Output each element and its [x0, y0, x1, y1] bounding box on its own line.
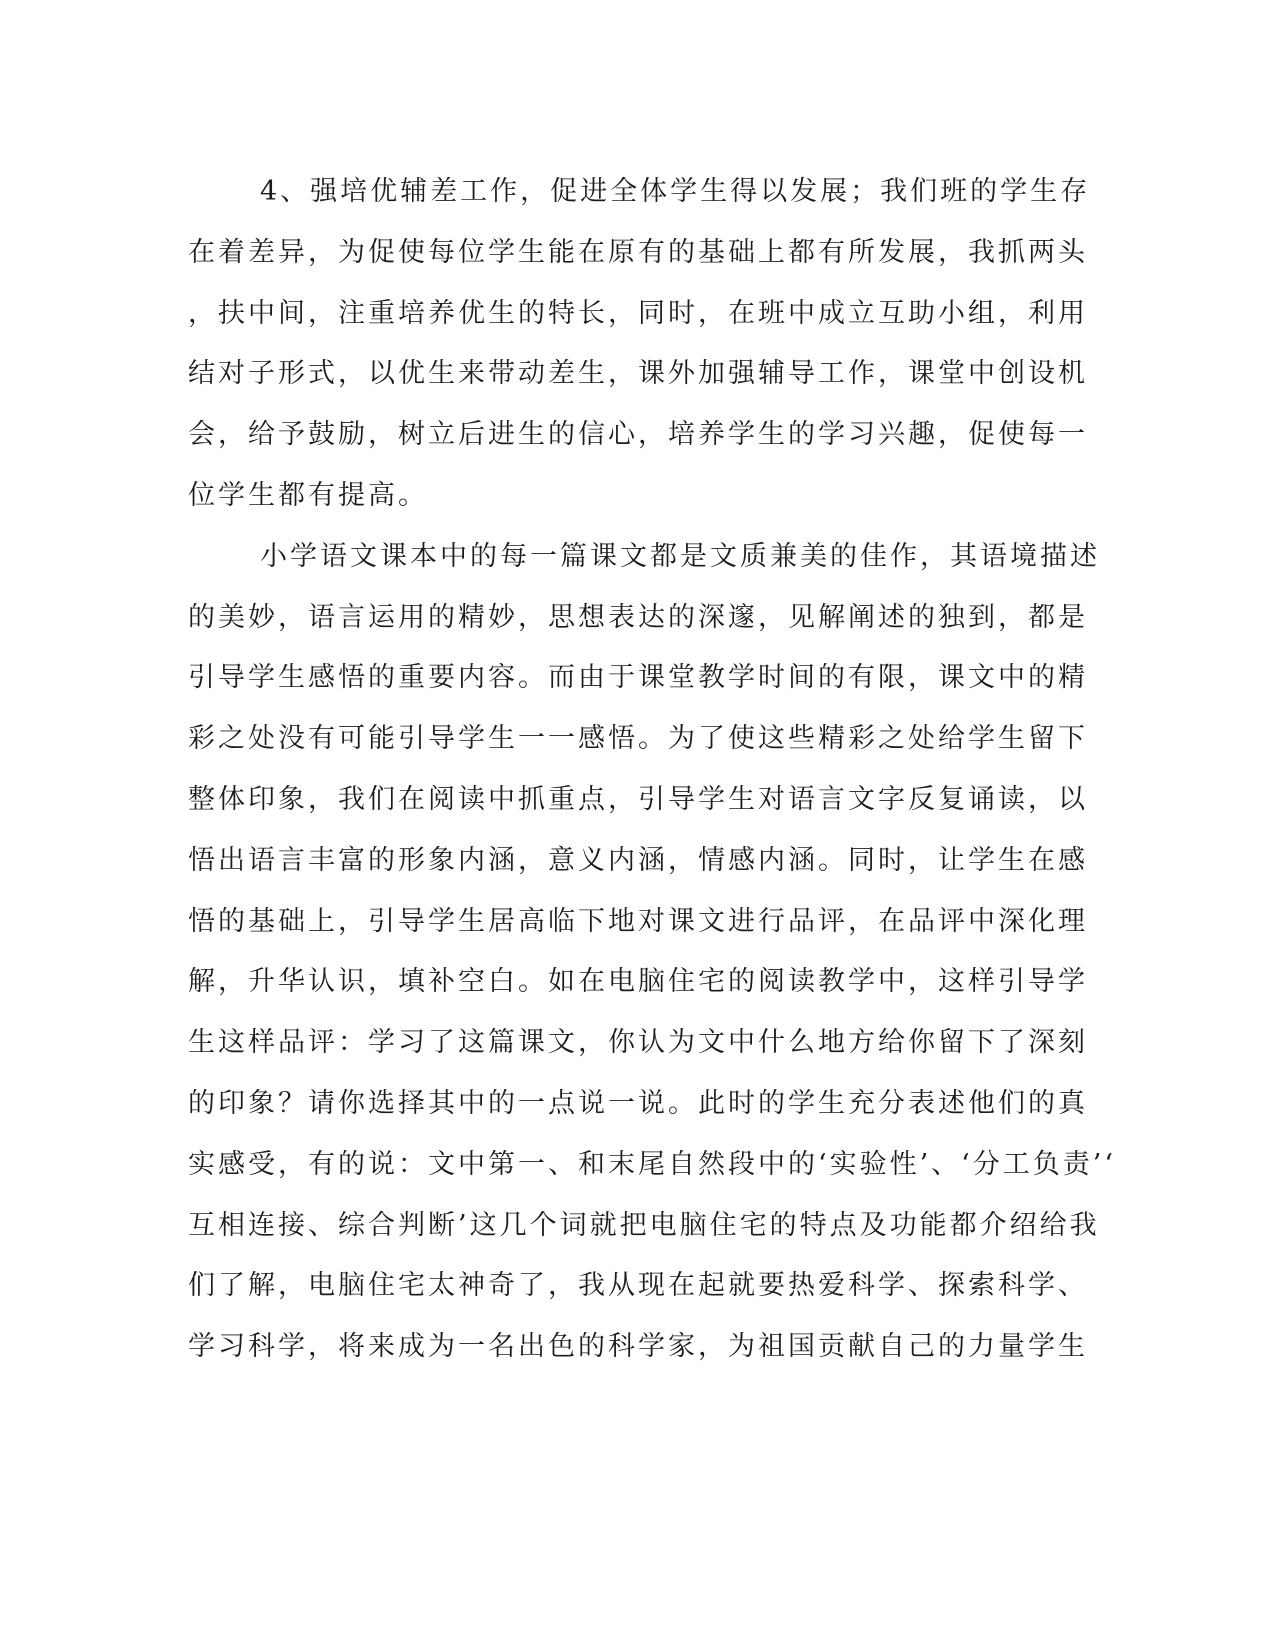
text-line: 位学生都有提高。	[188, 479, 428, 511]
text-line: 彩之处没有可能引导学生一一感悟。为了使这些精彩之处给学生留下	[188, 723, 1088, 755]
paragraph-2	[188, 527, 1116, 1378]
text-line: 生这样品评：学习了这篇课文，你认为文中什么地方给你留下了深刻	[188, 1027, 1088, 1059]
text-line: 互相连接、综合判断’这几个词就把电脑住宅的特点及功能都介绍给我	[188, 1209, 1100, 1241]
text-line: 结对子形式，以优生来带动差生，课外加强辅导工作，课堂中创设机	[188, 358, 1088, 390]
text-line: 实感受，有的说：文中第一、和末尾自然段中的‘实验性’、‘分工负责’‘	[188, 1148, 1116, 1180]
text-line: 的美妙，语言运用的精妙，思想表达的深邃，见解阐述的独到，都是	[188, 601, 1088, 633]
document-body	[188, 162, 1116, 1378]
text-line: 会，给予鼓励，树立后进生的信心，培养学生的学习兴趣，促使每一	[188, 419, 1088, 451]
text-line: 在着差异，为促使每位学生能在原有的基础上都有所发展，我抓两头	[188, 236, 1088, 268]
text-line: 4、强培优辅差工作，促进全体学生得以发展；我们班的学生存	[260, 176, 1091, 207]
text-line: 解，升华认识，填补空白。如在电脑住宅的阅读教学中，这样引导学	[188, 966, 1088, 998]
text-line: 引导学生感悟的重要内容。而由于课堂教学时间的有限，课文中的精	[188, 662, 1088, 694]
text-line: 悟的基础上，引导学生居高临下地对课文进行品评，在品评中深化理	[188, 905, 1088, 937]
text-line: 整体印象，我们在阅读中抓重点，引导学生对语言文字反复诵读，以	[188, 783, 1088, 815]
text-line: 的印象？请你选择其中的一点说一说。此时的学生充分表述他们的真	[188, 1087, 1088, 1119]
text-line: 们了解，电脑住宅太神奇了，我从现在起就要热爱科学、探索科学、	[188, 1270, 1088, 1302]
text-line: 悟出语言丰富的形象内涵，意义内涵，情感内涵。同时，让学生在感	[188, 844, 1088, 876]
text-line: ，扶中间，注重培养优生的特长，同时，在班中成立互助小组，利用	[188, 297, 1088, 329]
text-line: 小学语文课本中的每一篇课文都是文质兼美的佳作，其语境描述	[260, 540, 1100, 572]
text-line: 学习科学，将来成为一名出色的科学家，为祖国贡献自己的力量学生	[188, 1331, 1088, 1363]
paragraph-1	[188, 162, 1091, 527]
